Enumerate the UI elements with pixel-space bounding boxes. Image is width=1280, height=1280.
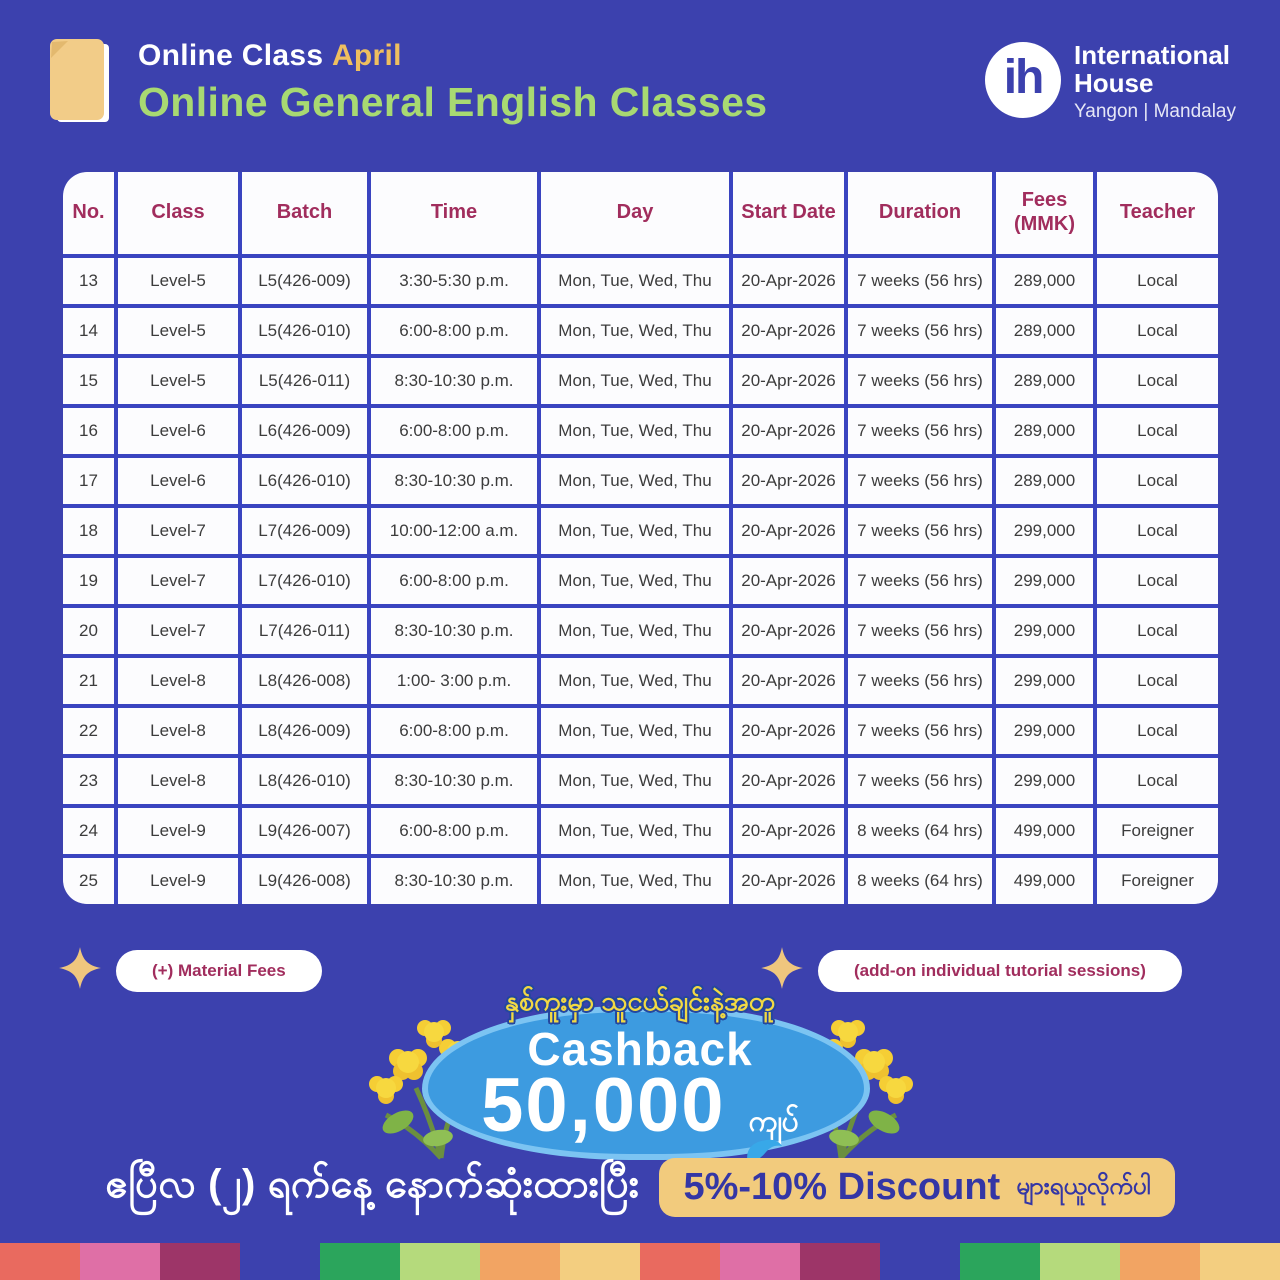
- table-cell-row23-batch: L8(426-010): [242, 758, 367, 804]
- table-cell-row23-time: 8:30-10:30 p.m.: [371, 758, 537, 804]
- table-cell-row21-day: Mon, Tue, Wed, Thu: [541, 658, 729, 704]
- subtitle-text: Online Class: [138, 39, 332, 72]
- subtitle-month: April: [331, 39, 402, 72]
- table-cell-row15-time: 8:30-10:30 p.m.: [371, 358, 537, 404]
- org-locations: Yangon | Mandalay: [1074, 101, 1236, 123]
- table-cell-row21-duration: 7 weeks (56 hrs): [848, 658, 992, 704]
- table-cell-row19-day: Mon, Tue, Wed, Thu: [541, 558, 729, 604]
- table-cell-row24-class: Level-9: [118, 808, 238, 854]
- table-cell-row17-class: Level-6: [118, 458, 238, 504]
- table-cell-row23-duration: 7 weeks (56 hrs): [848, 758, 992, 804]
- table-cell-row15-day: Mon, Tue, Wed, Thu: [541, 358, 729, 404]
- table-cell-row22-batch: L8(426-009): [242, 708, 367, 754]
- table-cell-row15-fees-mmk: 289,000: [996, 358, 1093, 404]
- table-cell-row14-class: Level-5: [118, 308, 238, 354]
- table-cell-row18-no: 18: [63, 508, 114, 554]
- stripe-segment: [560, 1243, 640, 1280]
- table-cell-row17-duration: 7 weeks (56 hrs): [848, 458, 992, 504]
- table-cell-row14-day: Mon, Tue, Wed, Thu: [541, 308, 729, 354]
- stripe-segment: [0, 1243, 80, 1280]
- table-cell-row13-day: Mon, Tue, Wed, Thu: [541, 258, 729, 304]
- stripe-segment: [720, 1243, 800, 1280]
- header-left: [44, 34, 768, 131]
- table-cell-row16-duration: 7 weeks (56 hrs): [848, 408, 992, 454]
- table-cell-row21-teacher: Local: [1097, 658, 1218, 704]
- table-cell-row17-no: 17: [63, 458, 114, 504]
- tutorial-badge: (add-on individual tutorial sessions): [818, 950, 1182, 992]
- table-cell-row22-day: Mon, Tue, Wed, Thu: [541, 708, 729, 754]
- table-cell-row15-duration: 7 weeks (56 hrs): [848, 358, 992, 404]
- table-cell-row25-fees-mmk: 499,000: [996, 858, 1093, 904]
- stripe-segment: [240, 1243, 320, 1280]
- table-cell-row16-teacher: Local: [1097, 408, 1218, 454]
- cashback-currency: ကျပ်: [748, 1105, 799, 1138]
- stripe-segment: [880, 1243, 960, 1280]
- table-cell-row20-time: 8:30-10:30 p.m.: [371, 608, 537, 654]
- cashback-amount: 50,000: [481, 1063, 726, 1148]
- table-cell-row24-teacher: Foreigner: [1097, 808, 1218, 854]
- table-cell-row24-no: 24: [63, 808, 114, 854]
- discount-badge: [659, 1158, 1174, 1217]
- table-cell-row23-fees-mmk: 299,000: [996, 758, 1093, 804]
- table-cell-row13-time: 3:30-5:30 p.m.: [371, 258, 537, 304]
- table-cell-row18-batch: L7(426-009): [242, 508, 367, 554]
- stripe-segment: [400, 1243, 480, 1280]
- org-name-line2: House: [1074, 67, 1154, 98]
- table-cell-row25-no: 25: [63, 858, 114, 904]
- page-title: Online General English Classes: [138, 79, 768, 125]
- table-cell-row20-teacher: Local: [1097, 608, 1218, 654]
- cashback-label: Cashback: [527, 1023, 753, 1075]
- deadline-row: [0, 1158, 1280, 1217]
- table-cell-row21-class: Level-8: [118, 658, 238, 704]
- material-fees-badge: (+) Material Fees: [116, 950, 322, 992]
- table-cell-row16-batch: L6(426-009): [242, 408, 367, 454]
- sparkle-icon: [58, 946, 102, 995]
- table-cell-row25-start-date: 20-Apr-2026: [733, 858, 844, 904]
- table-cell-row19-class: Level-7: [118, 558, 238, 604]
- table-cell-row24-start-date: 20-Apr-2026: [733, 808, 844, 854]
- table-cell-row21-no: 21: [63, 658, 114, 704]
- table-cell-row25-time: 8:30-10:30 p.m.: [371, 858, 537, 904]
- table-cell-row13-no: 13: [63, 258, 114, 304]
- stripe-segment: [640, 1243, 720, 1280]
- stripe-segment: [1200, 1243, 1280, 1280]
- ih-logo-text: [1074, 42, 1236, 122]
- table-cell-row13-fees-mmk: 289,000: [996, 258, 1093, 304]
- column-header-batch: Batch: [242, 172, 367, 254]
- table-cell-row24-time: 6:00-8:00 p.m.: [371, 808, 537, 854]
- stripe-segment: [320, 1243, 400, 1280]
- table-cell-row17-start-date: 20-Apr-2026: [733, 458, 844, 504]
- table-cell-row20-day: Mon, Tue, Wed, Thu: [541, 608, 729, 654]
- table-cell-row19-teacher: Local: [1097, 558, 1218, 604]
- table-cell-row13-batch: L5(426-009): [242, 258, 367, 304]
- promo-tagline-burmese: နှစ်ကူးမှာ သူငယ်ချင်းနဲ့အတူ: [504, 986, 776, 1016]
- table-cell-row20-duration: 7 weeks (56 hrs): [848, 608, 992, 654]
- table-cell-row20-start-date: 20-Apr-2026: [733, 608, 844, 654]
- column-header-duration: Duration: [848, 172, 992, 254]
- stripe-segment: [480, 1243, 560, 1280]
- table-cell-row24-day: Mon, Tue, Wed, Thu: [541, 808, 729, 854]
- table-cell-row15-class: Level-5: [118, 358, 238, 404]
- table-cell-row18-time: 10:00-12:00 a.m.: [371, 508, 537, 554]
- table-cell-row14-fees-mmk: 289,000: [996, 308, 1093, 354]
- header: [44, 34, 1236, 131]
- table-cell-row24-batch: L9(426-007): [242, 808, 367, 854]
- table-cell-row21-batch: L8(426-008): [242, 658, 367, 704]
- table-cell-row14-time: 6:00-8:00 p.m.: [371, 308, 537, 354]
- discount-suffix-burmese: များရယူလိုက်ပါ: [1016, 1172, 1151, 1200]
- table-cell-row24-duration: 8 weeks (64 hrs): [848, 808, 992, 854]
- table-cell-row23-teacher: Local: [1097, 758, 1218, 804]
- table-cell-row16-fees-mmk: 289,000: [996, 408, 1093, 454]
- table-cell-row15-teacher: Local: [1097, 358, 1218, 404]
- table-cell-row18-duration: 7 weeks (56 hrs): [848, 508, 992, 554]
- table-cell-row16-class: Level-6: [118, 408, 238, 454]
- table-cell-row17-fees-mmk: 289,000: [996, 458, 1093, 504]
- cashback-promo: [352, 976, 928, 1182]
- column-header-day: Day: [541, 172, 729, 254]
- table-cell-row18-start-date: 20-Apr-2026: [733, 508, 844, 554]
- table-cell-row16-no: 16: [63, 408, 114, 454]
- table-cell-row22-fees-mmk: 299,000: [996, 708, 1093, 754]
- stripe-segment: [1120, 1243, 1200, 1280]
- table-cell-row20-fees-mmk: 299,000: [996, 608, 1093, 654]
- table-cell-row24-fees-mmk: 499,000: [996, 808, 1093, 854]
- table-cell-row17-teacher: Local: [1097, 458, 1218, 504]
- table-cell-row19-fees-mmk: 299,000: [996, 558, 1093, 604]
- table-cell-row23-day: Mon, Tue, Wed, Thu: [541, 758, 729, 804]
- stripe-segment: [160, 1243, 240, 1280]
- table-cell-row15-batch: L5(426-011): [242, 358, 367, 404]
- column-header-teacher: Teacher: [1097, 172, 1218, 254]
- titles: [138, 39, 768, 126]
- table-cell-row20-no: 20: [63, 608, 114, 654]
- table-cell-row25-class: Level-9: [118, 858, 238, 904]
- discount-label: 5%-10% Discount: [683, 1166, 1001, 1208]
- column-header-fees-mmk: Fees (MMK): [996, 172, 1093, 254]
- footer-color-stripe: [0, 1243, 1280, 1280]
- stripe-segment: [960, 1243, 1040, 1280]
- book-icon: [44, 34, 114, 131]
- table-cell-row13-class: Level-5: [118, 258, 238, 304]
- table-cell-row17-time: 8:30-10:30 p.m.: [371, 458, 537, 504]
- table-cell-row14-start-date: 20-Apr-2026: [733, 308, 844, 354]
- table-cell-row14-teacher: Local: [1097, 308, 1218, 354]
- table-cell-row14-no: 14: [63, 308, 114, 354]
- table-cell-row16-time: 6:00-8:00 p.m.: [371, 408, 537, 454]
- table-cell-row19-batch: L7(426-010): [242, 558, 367, 604]
- table-cell-row15-no: 15: [63, 358, 114, 404]
- table-cell-row16-start-date: 20-Apr-2026: [733, 408, 844, 454]
- table-cell-row17-batch: L6(426-010): [242, 458, 367, 504]
- table-cell-row25-batch: L9(426-008): [242, 858, 367, 904]
- flyer-subtitle: [138, 39, 768, 73]
- table-cell-row23-class: Level-8: [118, 758, 238, 804]
- column-header-start-date: Start Date: [733, 172, 844, 254]
- table-cell-row16-day: Mon, Tue, Wed, Thu: [541, 408, 729, 454]
- table-cell-row14-duration: 7 weeks (56 hrs): [848, 308, 992, 354]
- stripe-segment: [800, 1243, 880, 1280]
- table-cell-row13-duration: 7 weeks (56 hrs): [848, 258, 992, 304]
- column-header-class: Class: [118, 172, 238, 254]
- table-cell-row22-class: Level-8: [118, 708, 238, 754]
- table-cell-row18-class: Level-7: [118, 508, 238, 554]
- table-cell-row23-no: 23: [63, 758, 114, 804]
- table-cell-row25-duration: 8 weeks (64 hrs): [848, 858, 992, 904]
- material-fees-note: [58, 946, 322, 995]
- table-cell-row23-start-date: 20-Apr-2026: [733, 758, 844, 804]
- table-cell-row18-teacher: Local: [1097, 508, 1218, 554]
- table-cell-row20-batch: L7(426-011): [242, 608, 367, 654]
- table-cell-row25-day: Mon, Tue, Wed, Thu: [541, 858, 729, 904]
- table-cell-row22-teacher: Local: [1097, 708, 1218, 754]
- table-cell-row21-time: 1:00- 3:00 p.m.: [371, 658, 537, 704]
- table-cell-row17-day: Mon, Tue, Wed, Thu: [541, 458, 729, 504]
- table-cell-row22-duration: 7 weeks (56 hrs): [848, 708, 992, 754]
- table-cell-row18-day: Mon, Tue, Wed, Thu: [541, 508, 729, 554]
- table-cell-row21-start-date: 20-Apr-2026: [733, 658, 844, 704]
- table-cell-row22-start-date: 20-Apr-2026: [733, 708, 844, 754]
- org-name-line1: International: [1074, 40, 1231, 70]
- table-cell-row19-no: 19: [63, 558, 114, 604]
- column-header-time: Time: [371, 172, 537, 254]
- table-cell-row13-teacher: Local: [1097, 258, 1218, 304]
- table-cell-row25-teacher: Foreigner: [1097, 858, 1218, 904]
- table-cell-row19-start-date: 20-Apr-2026: [733, 558, 844, 604]
- table-cell-row14-batch: L5(426-010): [242, 308, 367, 354]
- deadline-text-burmese: ဧပြီလ (၂) ရက်နေ့ နောက်ဆုံးထားပြီး: [105, 1162, 640, 1206]
- table-cell-row21-fees-mmk: 299,000: [996, 658, 1093, 704]
- table-cell-row20-class: Level-7: [118, 608, 238, 654]
- table-cell-row22-time: 6:00-8:00 p.m.: [371, 708, 537, 754]
- ih-logo-monogram: ih: [985, 42, 1061, 118]
- ih-logo: [985, 42, 1236, 122]
- table-cell-row19-time: 6:00-8:00 p.m.: [371, 558, 537, 604]
- table-cell-row15-start-date: 20-Apr-2026: [733, 358, 844, 404]
- column-header-no: No.: [63, 172, 114, 254]
- class-schedule-table: [63, 172, 1218, 904]
- stripe-segment: [1040, 1243, 1120, 1280]
- stripe-segment: [80, 1243, 160, 1280]
- table-cell-row22-no: 22: [63, 708, 114, 754]
- cashback-amount-row: [352, 1063, 928, 1148]
- table-cell-row19-duration: 7 weeks (56 hrs): [848, 558, 992, 604]
- table-cell-row13-start-date: 20-Apr-2026: [733, 258, 844, 304]
- table-cell-row18-fees-mmk: 299,000: [996, 508, 1093, 554]
